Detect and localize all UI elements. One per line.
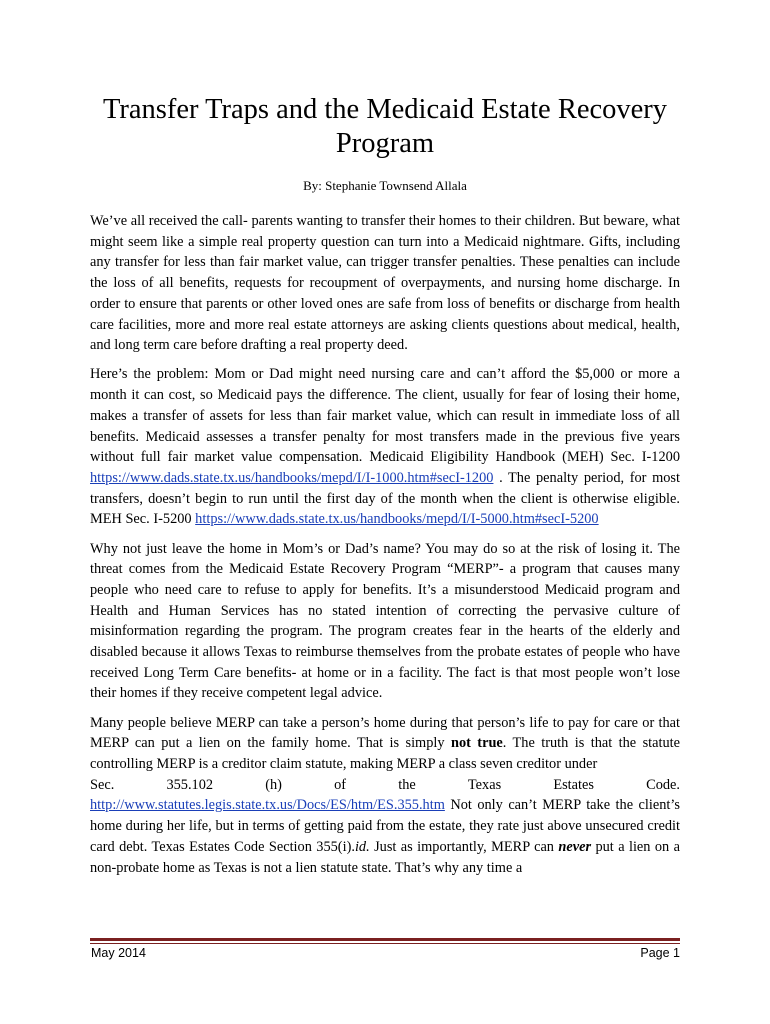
- paragraph-1: We’ve all received the call- parents wanting to transfer their homes to their children. But beware, what might seem like a simple real property question can turn into a Medicaid nightmare. Gifts, including any transfer for less than fair market value, can trigger transfer penalties. These penalties can include the loss of all benefits, requests for recoupment of overpayments, and nursing home discharge. In order to ensure that parents or other loved ones are safe from loss of benefits or discharge from health care facilities, more and more real estate attorneys are asking clients questions about medical, health, and long term care before drafting a real property deed.: [90, 213, 680, 354]
- page-title: Transfer Traps and the Medicaid Estate Recovery Program: [102, 94, 668, 159]
- footer-divider: [90, 938, 680, 941]
- paragraph-4-text-e: put a lien on a non-probate home as Texas is not a lien statute state. That’s why any time a: [90, 838, 680, 876]
- estates-code-link[interactable]: http://www.statutes.legis.state.tx.us/Docs/ES/htm/ES.355.htm: [90, 797, 445, 814]
- citation-word: Sec.: [90, 776, 115, 793]
- meh-5200-link[interactable]: https://www.dads.state.tx.us/handbooks/mepd/I/I-5000.htm#secI-5200: [195, 511, 599, 528]
- meh-1200-link[interactable]: https://www.dads.state.tx.us/handbooks/mepd/I/I-1000.htm#secI-1200: [90, 469, 494, 486]
- statute-citation-line: [90, 775, 680, 796]
- citation-word: of: [334, 776, 347, 793]
- paragraph-4: [90, 713, 680, 879]
- paragraph-3: Why not just leave the home in Mom’s or Dad’s name? You may do so at the risk of losing it. The threat comes from the Medicaid Estate Recovery Program “MERP”- a program that causes many people who need care to refuse to apply for benefits. It’s a misunderstood Medicaid program and Health and Human Services has no stated intention of correcting the pervasive culture of misinformation regarding the program. The program creates fear in the hearts of the elderly and disabled because it allows Texas to reimburse themselves from the probate estates of people who have received Long Term Care benefits- at home or in a facility. The fact is that most people won’t lose their homes if they receive competent legal advice.: [90, 540, 680, 702]
- paragraph-2-text-b: . The penalty period, for most transfers, doesn’t begin to run until the first day of the month when the client is otherwise eligible. MEH Sec. I-5200: [90, 469, 680, 528]
- footer-date: May 2014: [91, 946, 146, 960]
- not-true-emphasis: not true: [450, 735, 503, 752]
- paragraph-2-text-a: Here’s the problem: Mom or Dad might need nursing care and can’t afford the $5,000 or more a month it can cost, so Medicaid pays the difference. The client, usually for fear of losing their home, makes a transfer of assets for less than fair market value, which can result in immediate loss of all benefits. Medicaid assesses a transfer penalty for most transfers made in the previous five years without full fair market value compensation. Medicaid Eligibility Handbook (MEH) Sec. I-1200: [90, 366, 680, 466]
- citation-word: Texas: [467, 776, 502, 793]
- citation-word: Code.: [646, 776, 680, 793]
- citation-word: Estates: [553, 776, 594, 793]
- paragraph-4-text-b: . The truth is that the statute controlling MERP is a creditor claim statute, making MERP a class seven creditor under: [90, 735, 681, 773]
- paragraph-4-text-a: Many people believe MERP can take a person’s home during that person’s life to pay for care or that MERP can put a lien on the family home. That is simply: [90, 714, 680, 752]
- footer-page-number: Page 1: [640, 946, 680, 960]
- citation-word: (h): [265, 776, 282, 793]
- citation-word: the: [398, 776, 416, 793]
- id-citation: id.: [354, 838, 370, 855]
- footer-divider-thin: [90, 943, 680, 944]
- author-byline: By: Stephanie Townsend Allala: [303, 178, 467, 193]
- paragraph-4-text-d: Just as importantly, MERP can: [369, 838, 559, 855]
- citation-word: 355.102: [166, 776, 214, 793]
- paragraph-2: [90, 364, 680, 530]
- never-emphasis: never: [558, 838, 592, 855]
- paragraph-4-text-c: Not only can’t MERP take the client’s home during her life, but in terms of getting paid from the estate, they rate just above unsecured credit card debt. Texas Estates Code Section 355(i).: [90, 797, 680, 855]
- article-body: [90, 211, 680, 887]
